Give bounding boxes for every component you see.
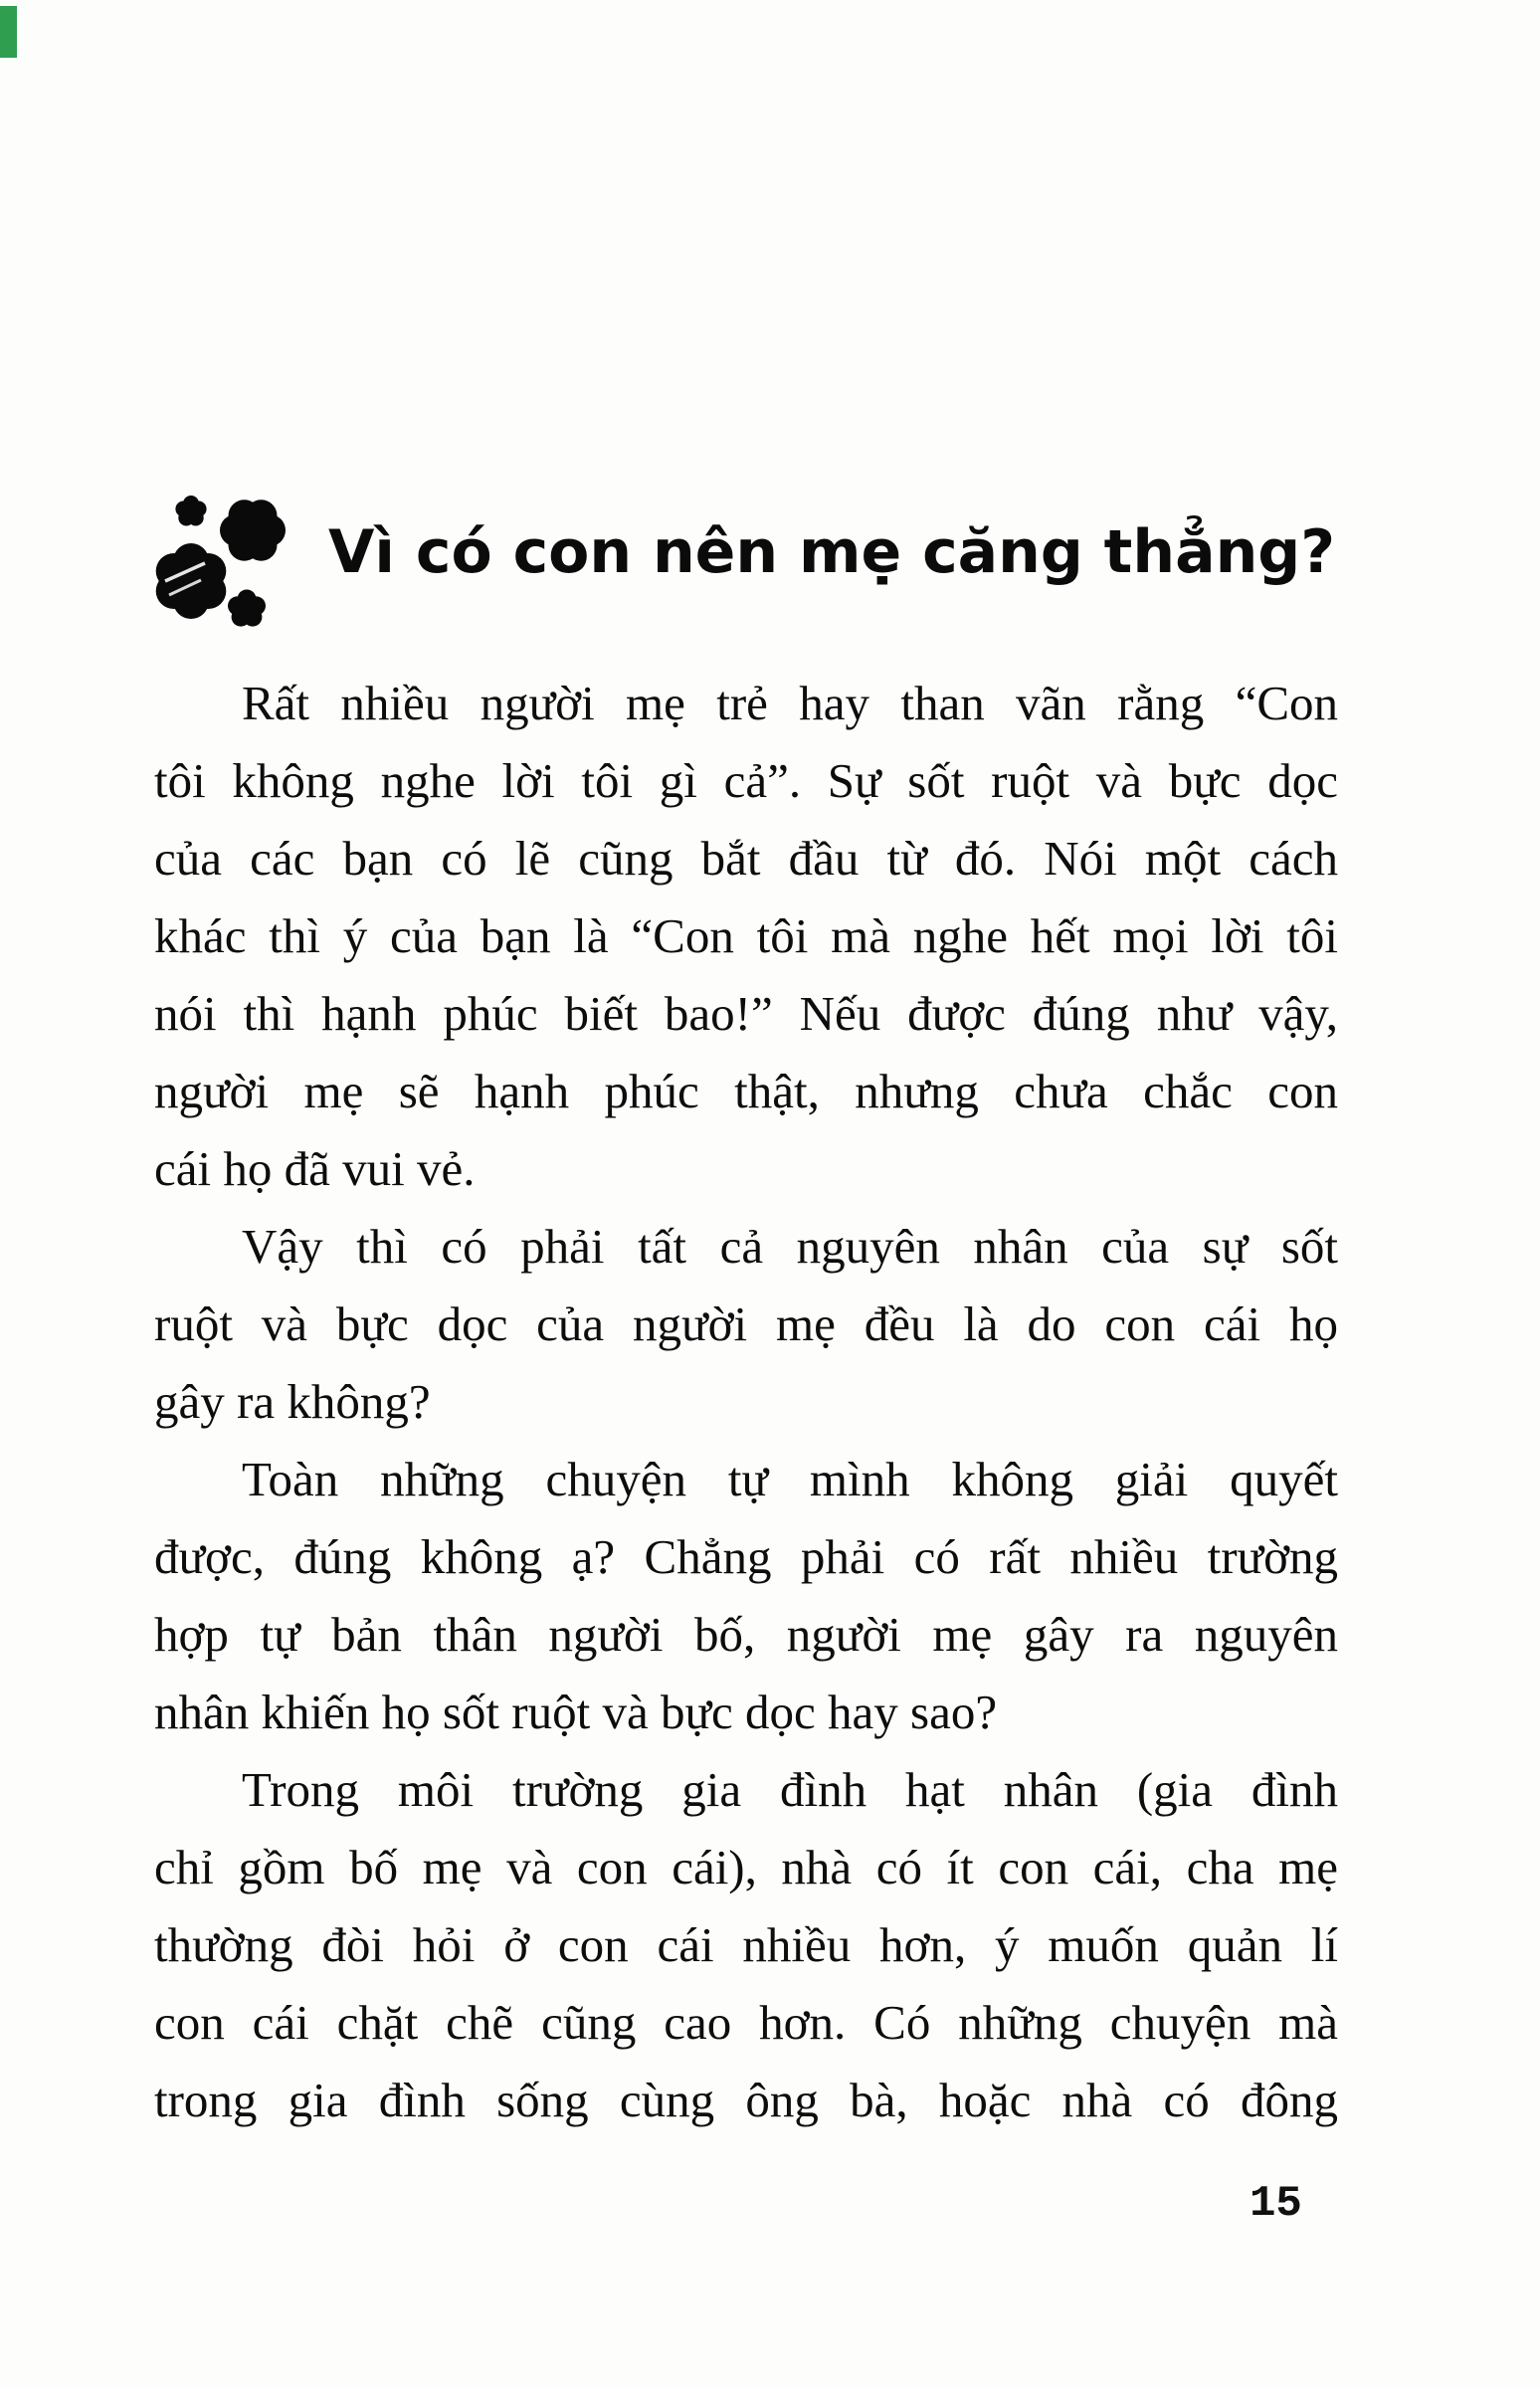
body-line: con cái chặt chẽ cũng cao hơn. Có những chuyện mà: [154, 1995, 1338, 2050]
page-number: 15: [1250, 2179, 1302, 2229]
body-line: nói thì hạnh phúc biết bao!” Nếu được đúng như vậy,: [154, 986, 1338, 1041]
body-line: nhân khiến họ sốt ruột và bực dọc hay sao?: [154, 1685, 998, 1739]
body-line: hợp tự bản thân người bố, người mẹ gây ra nguyên: [154, 1607, 1338, 1662]
body-line: trong gia đình sống cùng ông bà, hoặc nhà có đông: [154, 2073, 1338, 2127]
green-corner-mark: [0, 6, 17, 58]
body-line: Rất nhiều người mẹ trẻ hay than vãn rằng “Con: [242, 676, 1338, 730]
body-line: Trong môi trường gia đình hạt nhân (gia đình: [242, 1762, 1338, 1817]
body-line: cái họ đã vui vẻ.: [154, 1141, 476, 1196]
body-line: gây ra không?: [154, 1374, 431, 1429]
body-line: của các bạn có lẽ cũng bắt đầu từ đó. Nói một cách: [154, 831, 1338, 886]
chapter-title: Vì có con nên mẹ căng thẳng?: [328, 517, 1336, 587]
body-line: người mẹ sẽ hạnh phúc thật, nhưng chưa chắc con: [154, 1064, 1338, 1118]
body-line: ruột và bực dọc của người mẹ đều là do con cái họ: [154, 1296, 1338, 1351]
flower-cluster-icon: [129, 476, 298, 645]
body-line: Vậy thì có phải tất cả nguyên nhân của sự sốt: [242, 1219, 1338, 1274]
body-line: chỉ gồm bố mẹ và con cái), nhà có ít con cái, cha mẹ: [154, 1840, 1338, 1894]
body-text: [154, 665, 1338, 2139]
body-line: thường đòi hỏi ở con cái nhiều hơn, ý muốn quản lí: [154, 1917, 1338, 1972]
body-line: khác thì ý của bạn là “Con tôi mà nghe hết mọi lời tôi: [154, 908, 1338, 963]
body-line: tôi không nghe lời tôi gì cả”. Sự sốt ruột và bực dọc: [154, 753, 1338, 808]
body-line: được, đúng không ạ? Chẳng phải có rất nhiều trường: [154, 1529, 1338, 1584]
body-line: Toàn những chuyện tự mình không giải quyết: [242, 1452, 1338, 1506]
